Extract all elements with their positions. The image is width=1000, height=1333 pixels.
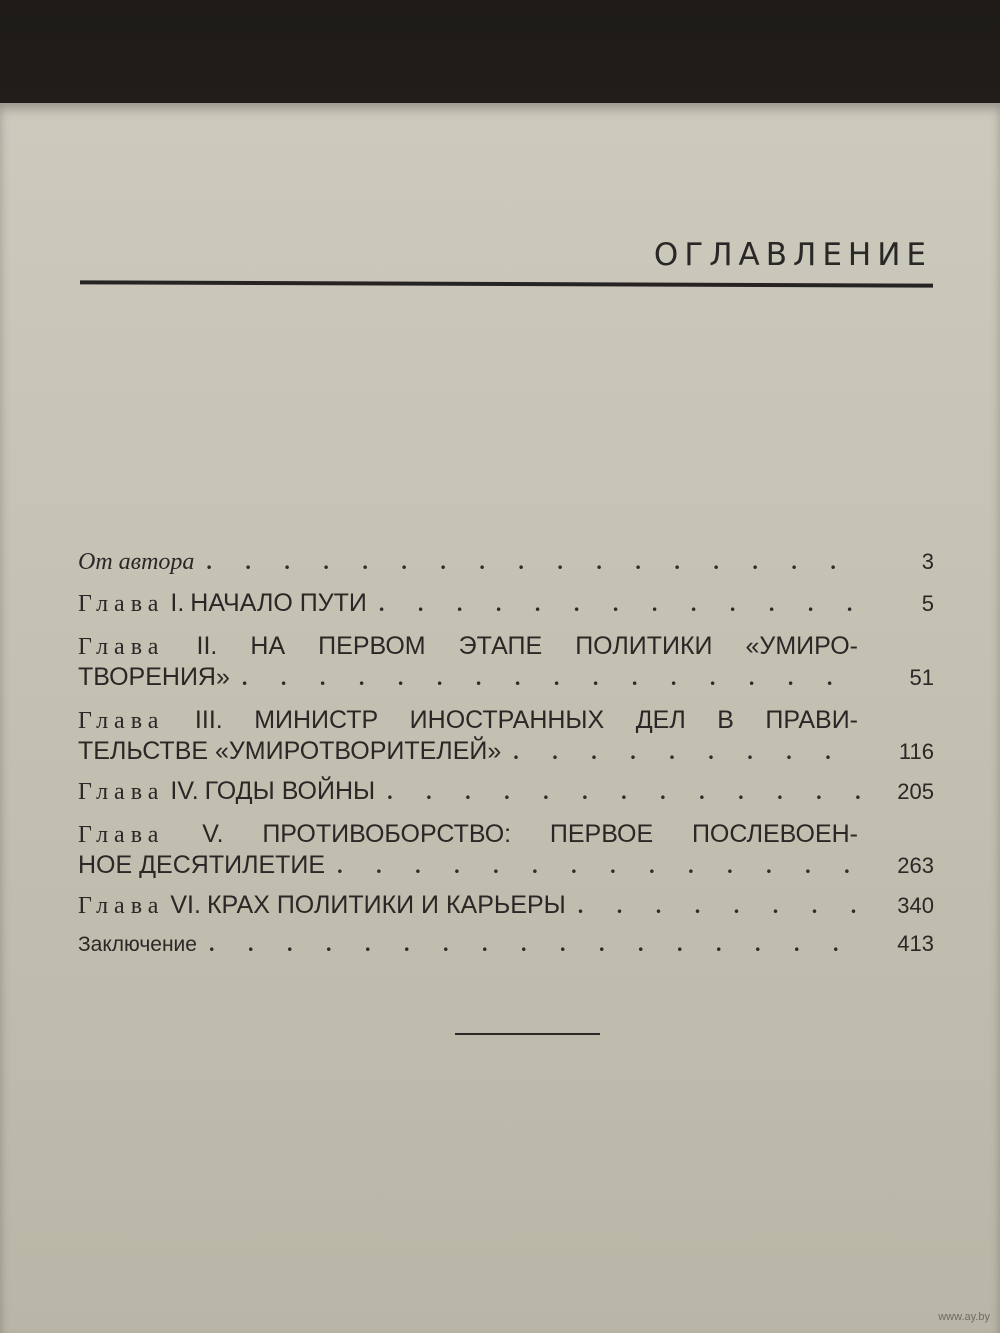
chapter-word: Глава	[78, 893, 165, 919]
chapter-title-line-1: V. ПРОТИВОБОРСТВО: ПЕРВОЕ ПОСЛЕВОЕН-	[202, 820, 858, 848]
toc-page-number: 263	[897, 853, 934, 878]
chapter-number: VI.	[170, 891, 201, 919]
table-of-contents	[78, 549, 934, 971]
toc-page-number: 116	[898, 739, 934, 764]
toc-page-number: 413	[897, 931, 934, 956]
leader-dots	[209, 931, 860, 957]
page-title: ОГЛАВЛЕНИЕ	[653, 237, 932, 273]
chapter-word: Глава	[78, 708, 165, 734]
chapter-title-line-2: ТВОРЕНИЯ»	[78, 663, 230, 691]
toc-entry-chapter-5[interactable]	[78, 817, 934, 891]
title-rule	[80, 280, 933, 287]
leader-dots	[379, 591, 860, 617]
toc-entry-label: Заключение	[78, 933, 197, 956]
chapter-title: ГОДЫ ВОЙНЫ	[204, 777, 376, 805]
leader-dots	[337, 853, 860, 879]
toc-entry-chapter-6[interactable]	[78, 891, 934, 931]
leader-dots	[387, 779, 860, 805]
toc-page-number: 205	[897, 779, 934, 804]
book-page	[0, 103, 1000, 1333]
leader-dots	[206, 549, 860, 575]
chapter-number: I.	[170, 589, 185, 617]
toc-entry-preface[interactable]	[78, 549, 934, 589]
chapter-title-line-2: ТЕЛЬСТВЕ «УМИРОТВОРИТЕЛЕЙ»	[78, 737, 502, 765]
toc-entry-chapter-4[interactable]	[78, 777, 934, 817]
chapter-title: НАЧАЛО ПУТИ	[190, 589, 367, 617]
leader-dots	[242, 665, 860, 691]
chapter-word: Глава	[78, 822, 165, 848]
toc-entry-label: От автора	[78, 549, 195, 575]
chapter-word: Глава	[78, 779, 165, 805]
watermark: www.ay.by	[938, 1311, 990, 1323]
chapter-word: Глава	[78, 591, 165, 617]
chapter-title: КРАХ ПОЛИТИКИ И КАРЬЕРЫ	[206, 891, 566, 919]
toc-entry-chapter-2[interactable]	[78, 629, 934, 703]
toc-entry-conclusion[interactable]	[78, 931, 934, 971]
chapter-title-line-2: НОЕ ДЕСЯТИЛЕТИЕ	[78, 851, 326, 879]
leader-dots	[578, 893, 860, 919]
toc-entry-chapter-3[interactable]	[78, 703, 934, 777]
chapter-title-line-1: II. НА ПЕРВОМ ЭТАПЕ ПОЛИТИКИ «УМИРО-	[196, 632, 858, 660]
toc-entry-chapter-1[interactable]	[78, 589, 934, 629]
toc-page-number: 51	[909, 665, 934, 690]
chapter-number: IV.	[170, 777, 199, 805]
toc-page-number: 340	[897, 893, 934, 918]
chapter-title-line-1: III. МИНИСТР ИНОСТРАННЫХ ДЕЛ В ПРАВИ-	[194, 706, 858, 734]
leader-dots	[513, 739, 860, 765]
toc-page-number: 3	[921, 549, 934, 574]
chapter-word: Глава	[78, 634, 165, 660]
toc-page-number: 5	[921, 591, 934, 616]
closing-rule	[455, 1033, 600, 1035]
